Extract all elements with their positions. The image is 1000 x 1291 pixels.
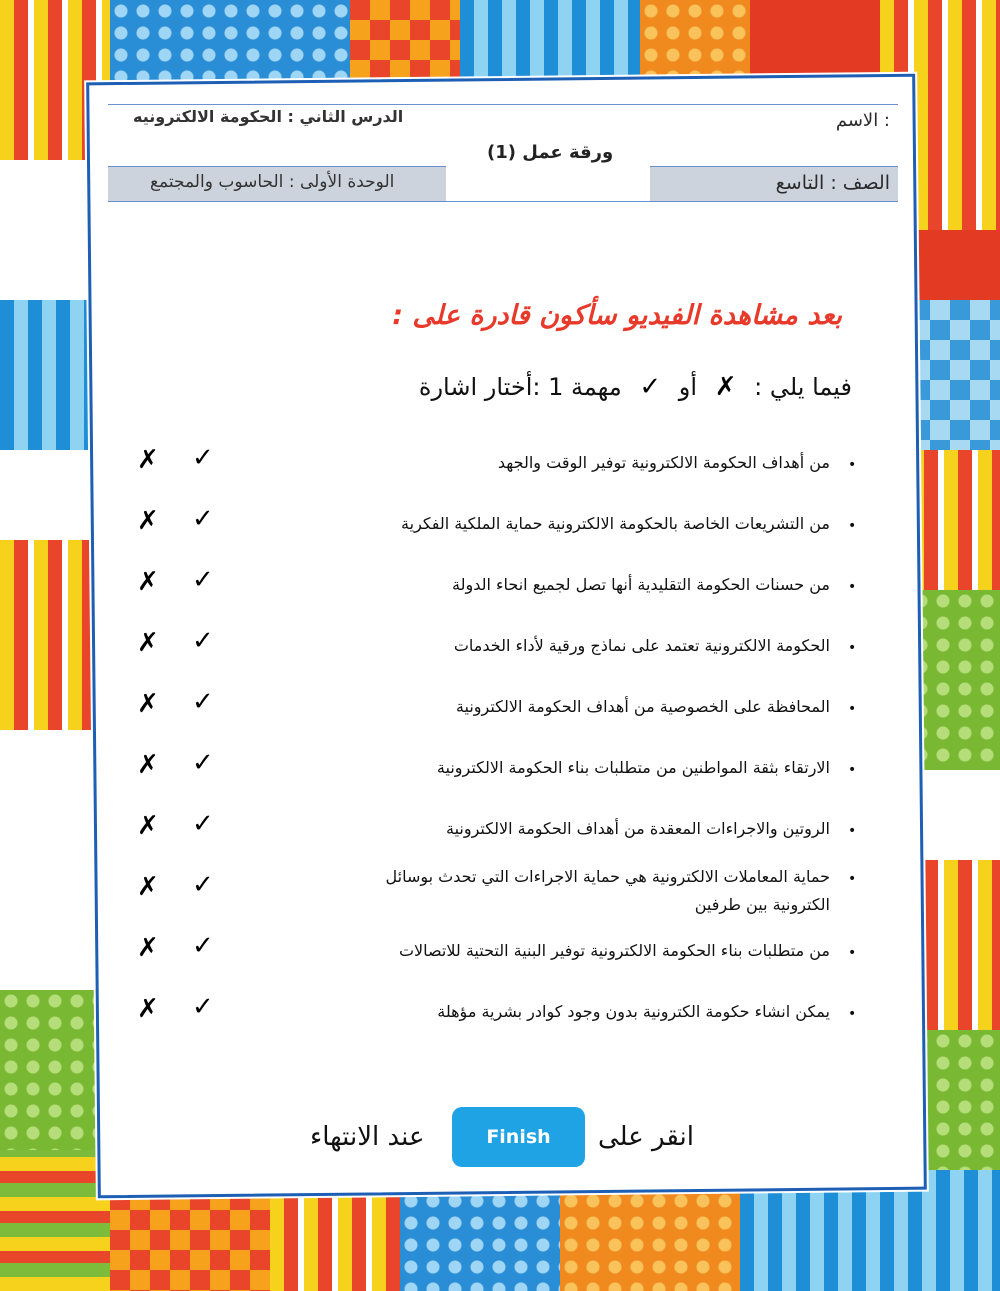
task-suffix: فيما يلي : bbox=[754, 373, 852, 401]
bullet-icon: • bbox=[848, 1006, 857, 1022]
statement-text: الروتين والاجراءات المعقدة من أهداف الحكومة الالكترونية bbox=[446, 819, 830, 838]
check-icon[interactable]: ✓ bbox=[192, 748, 214, 778]
statement-text: الارتقاء بثقة المواطنين من متطلبات بناء الحكومة الالكترونية bbox=[436, 758, 830, 777]
unit-label: الوحدة الأولى : الحاسوب والمجتمع bbox=[150, 172, 395, 192]
finish-prefix: انقر على bbox=[598, 1122, 695, 1152]
grade-label: الصف : التاسع bbox=[775, 172, 890, 194]
statement-text-line1: حماية المعاملات الالكترونية هي حماية الاجراءات التي تحدث بوسائل bbox=[385, 867, 830, 886]
bullet-icon: • bbox=[848, 823, 857, 839]
bullet-icon: • bbox=[848, 518, 857, 534]
bullet-icon: • bbox=[848, 762, 857, 778]
check-icon[interactable]: ✓ bbox=[192, 626, 214, 656]
cross-icon[interactable]: ✗ bbox=[137, 689, 159, 719]
check-icon[interactable]: ✓ bbox=[192, 565, 214, 595]
bullet-icon: • bbox=[848, 945, 857, 961]
lesson-title: الدرس الثاني : الحكومة الالكترونيه bbox=[133, 107, 404, 126]
cross-icon[interactable]: ✗ bbox=[137, 933, 159, 963]
cross-icon[interactable]: ✗ bbox=[137, 628, 159, 658]
statement-text: من حسنات الحكومة التقليدية أنها تصل لجميع انحاء الدولة bbox=[452, 575, 830, 594]
header-top-line bbox=[108, 104, 898, 105]
check-icon[interactable]: ✓ bbox=[192, 931, 214, 961]
finish-suffix: عند الانتهاء bbox=[310, 1122, 425, 1152]
cross-icon[interactable]: ✗ bbox=[137, 506, 159, 536]
statement-text: المحافظة على الخصوصية من أهداف الحكومة الالكترونية bbox=[455, 697, 830, 716]
check-icon[interactable]: ✓ bbox=[192, 809, 214, 839]
statement-text: يمكن انشاء حكومة الكترونية بدون وجود كوادر بشرية مؤهلة bbox=[437, 1002, 830, 1021]
header-mid-line bbox=[108, 166, 446, 167]
cross-icon[interactable]: ✗ bbox=[137, 994, 159, 1024]
bullet-icon: • bbox=[848, 871, 857, 887]
bullet-icon: • bbox=[848, 579, 857, 595]
bullet-icon: • bbox=[848, 701, 857, 717]
header-mid-line-right bbox=[650, 166, 898, 167]
cross-icon[interactable]: ✗ bbox=[137, 872, 159, 902]
task-prefix: مهمة 1 :أختار اشارة bbox=[418, 373, 622, 401]
cross-icon[interactable]: ✗ bbox=[137, 445, 159, 475]
check-icon[interactable]: ✓ bbox=[192, 443, 214, 473]
cross-icon[interactable]: ✗ bbox=[137, 750, 159, 780]
check-icon[interactable]: ✓ bbox=[192, 687, 214, 717]
task-instruction bbox=[419, 372, 852, 402]
check-icon[interactable]: ✓ bbox=[192, 504, 214, 534]
statement-text: من التشريعات الخاصة بالحكومة الالكترونية حماية الملكية الفكرية bbox=[401, 514, 830, 533]
check-icon[interactable]: ✓ bbox=[192, 992, 214, 1022]
cross-icon[interactable]: ✗ bbox=[137, 567, 159, 597]
statement-text-line2: الكترونية بين طرفين bbox=[694, 895, 830, 914]
check-icon[interactable]: ✓ bbox=[192, 870, 214, 900]
statement-text: من أهداف الحكومة الالكترونية توفير الوقت والجهد bbox=[497, 453, 830, 472]
learning-objective: بعد مشاهدة الفيديو سأكون قادرة على : bbox=[392, 300, 842, 331]
bullet-icon: • bbox=[848, 457, 857, 473]
name-label: الاسم : bbox=[835, 110, 890, 131]
task-or: أو bbox=[678, 373, 698, 401]
check-icon: ✓ bbox=[639, 372, 662, 402]
cross-icon: ✗ bbox=[714, 372, 737, 402]
statement-text: الحكومة الالكترونية تعتمد على نماذج ورقية لأداء الخدمات bbox=[453, 636, 830, 655]
finish-button[interactable]: Finish bbox=[452, 1107, 585, 1167]
bullet-icon: • bbox=[848, 640, 857, 656]
header-bottom-line bbox=[108, 201, 898, 202]
cross-icon[interactable]: ✗ bbox=[137, 811, 159, 841]
worksheet-title: ورقة عمل (1) bbox=[487, 142, 614, 163]
statement-text: من متطلبات بناء الحكومة الالكترونية توفير البنية التحتية للاتصالات bbox=[398, 941, 830, 960]
